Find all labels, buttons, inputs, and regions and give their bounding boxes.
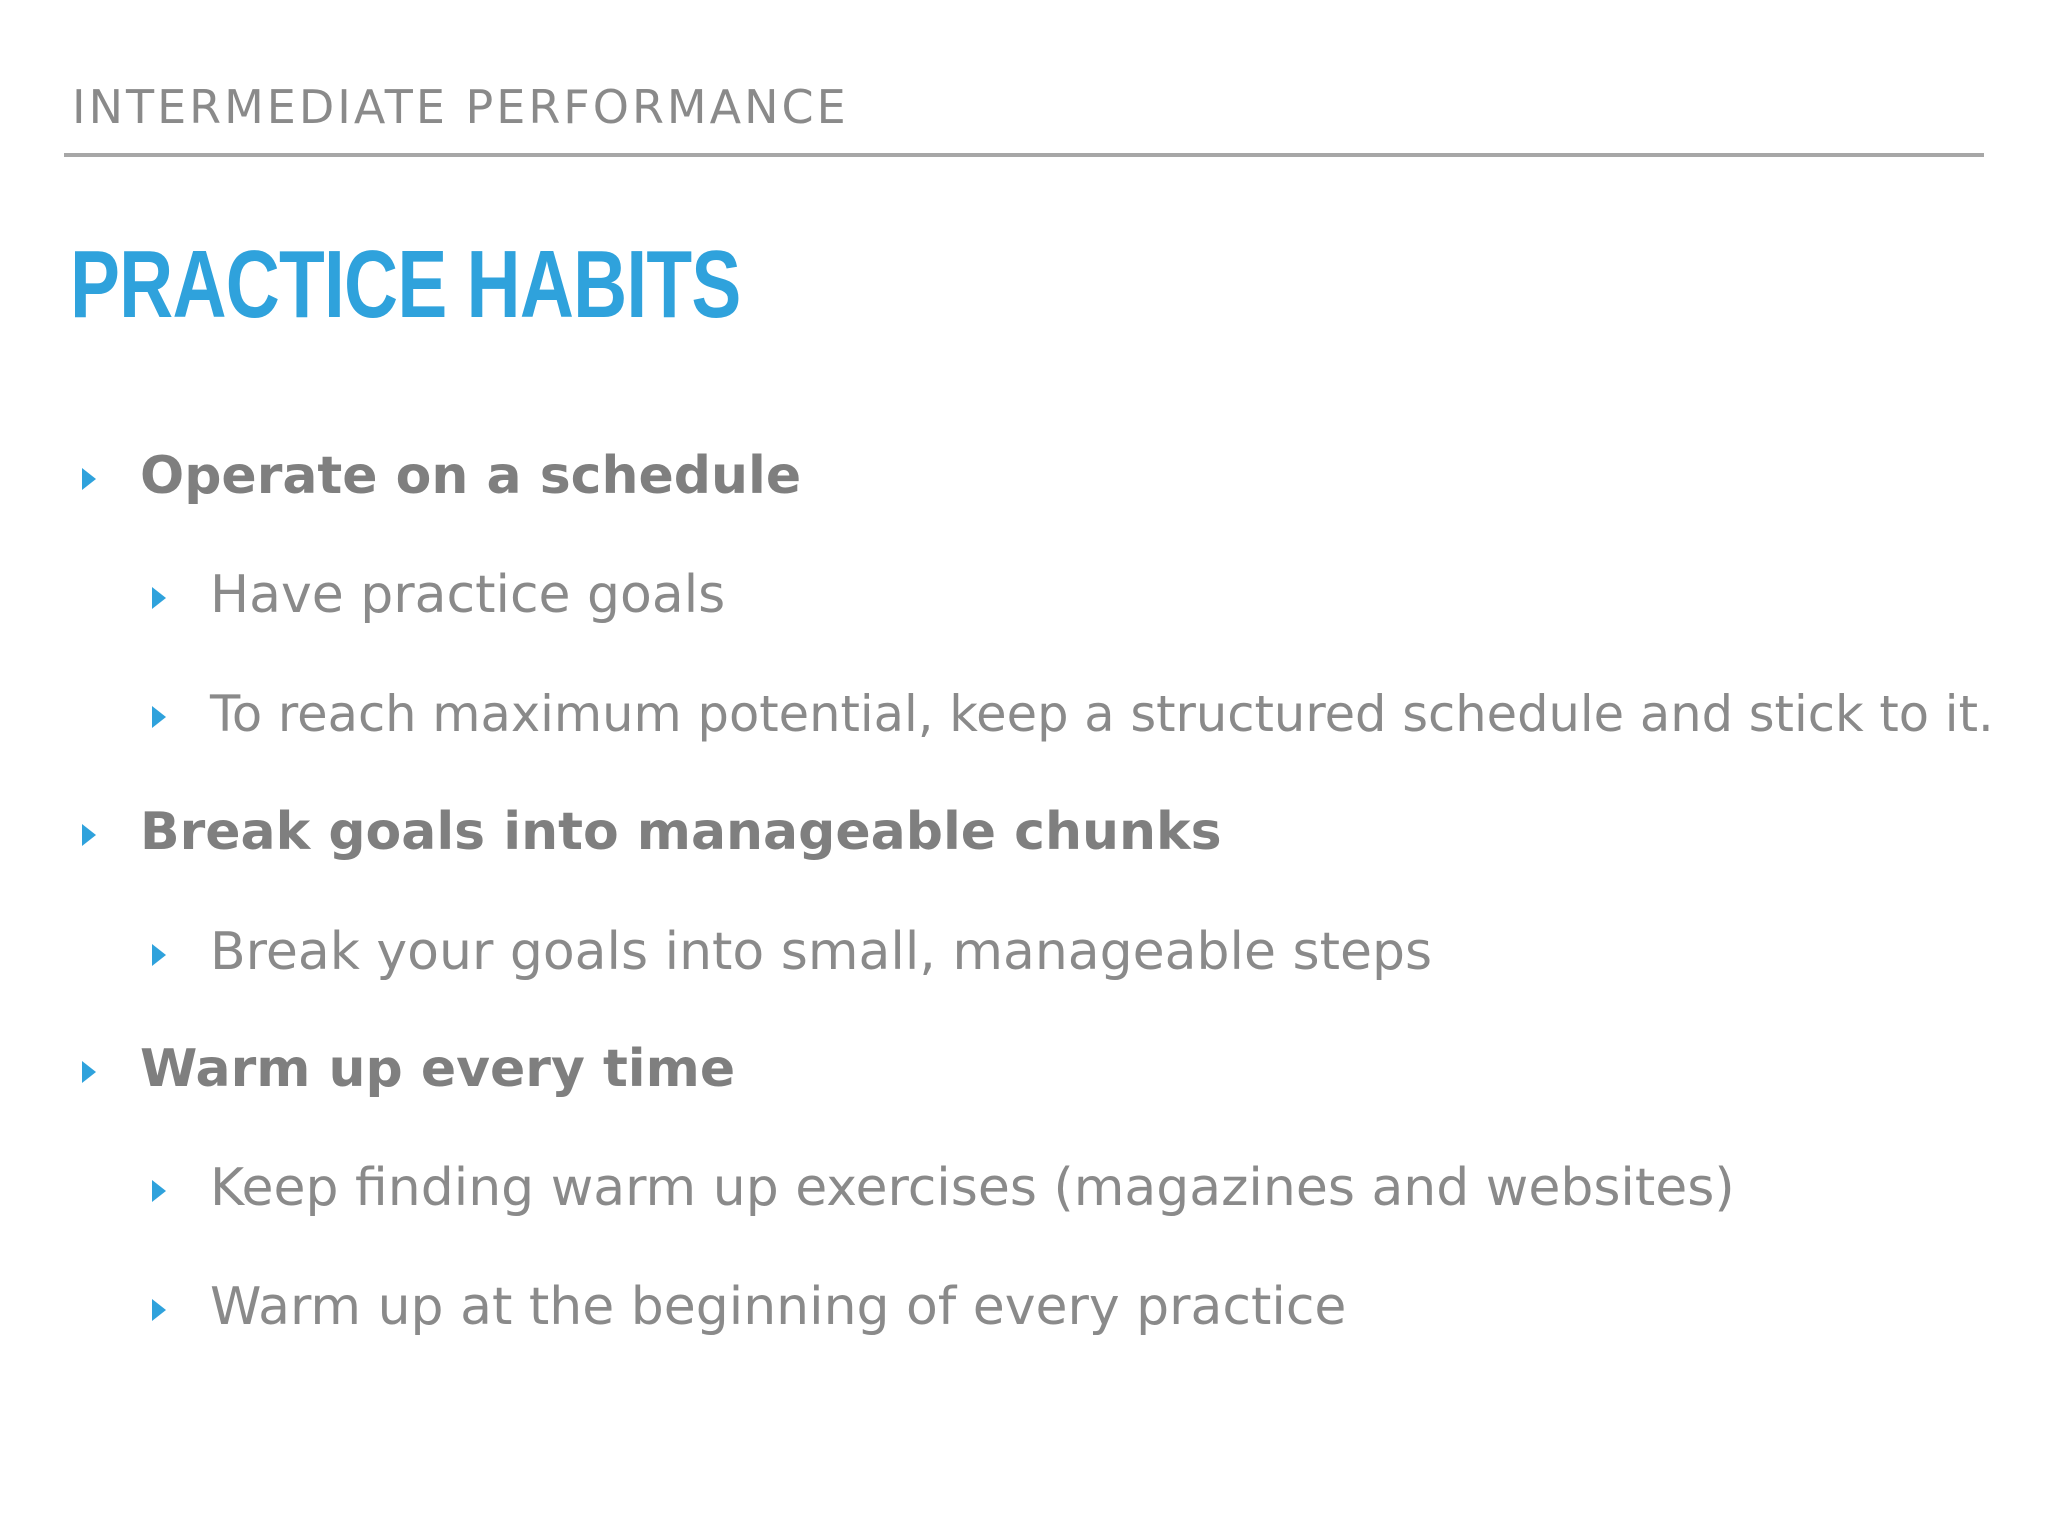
header-divider bbox=[64, 153, 1984, 157]
bullet-item bbox=[82, 1039, 735, 1099]
triangle-right-icon bbox=[152, 1180, 166, 1202]
sub-bullet-text: Have practice goals bbox=[210, 565, 726, 625]
triangle-right-icon bbox=[152, 944, 166, 966]
triangle-right-icon bbox=[152, 587, 166, 609]
bullet-item bbox=[82, 446, 801, 506]
bullet-text: Operate on a schedule bbox=[140, 446, 802, 506]
sub-bullet-item bbox=[152, 685, 1994, 743]
slide-title: PRACTICE HABITS bbox=[70, 231, 741, 338]
triangle-right-icon bbox=[82, 468, 96, 490]
sub-bullet-item bbox=[152, 565, 725, 625]
triangle-right-icon bbox=[82, 824, 96, 846]
sub-bullet-text: Keep finding warm up exercises (magazines and websites) bbox=[210, 1158, 1735, 1218]
sub-bullet-item bbox=[152, 1158, 1735, 1218]
triangle-right-icon bbox=[152, 706, 166, 728]
sub-bullet-text: Break your goals into small, manageable steps bbox=[210, 922, 1433, 982]
sub-bullet-text: Warm up at the beginning of every practice bbox=[210, 1277, 1347, 1337]
triangle-right-icon bbox=[82, 1061, 96, 1083]
sub-bullet-text: To reach maximum potential, keep a structured schedule and stick to it. bbox=[210, 685, 1994, 743]
sub-bullet-item bbox=[152, 1277, 1346, 1337]
bullet-text: Warm up every time bbox=[140, 1039, 736, 1099]
sub-bullet-item bbox=[152, 922, 1432, 982]
triangle-right-icon bbox=[152, 1299, 166, 1321]
bullet-item bbox=[82, 802, 1222, 862]
bullet-text: Break goals into manageable chunks bbox=[140, 802, 1222, 862]
section-header: INTERMEDIATE PERFORMANCE bbox=[72, 80, 849, 134]
